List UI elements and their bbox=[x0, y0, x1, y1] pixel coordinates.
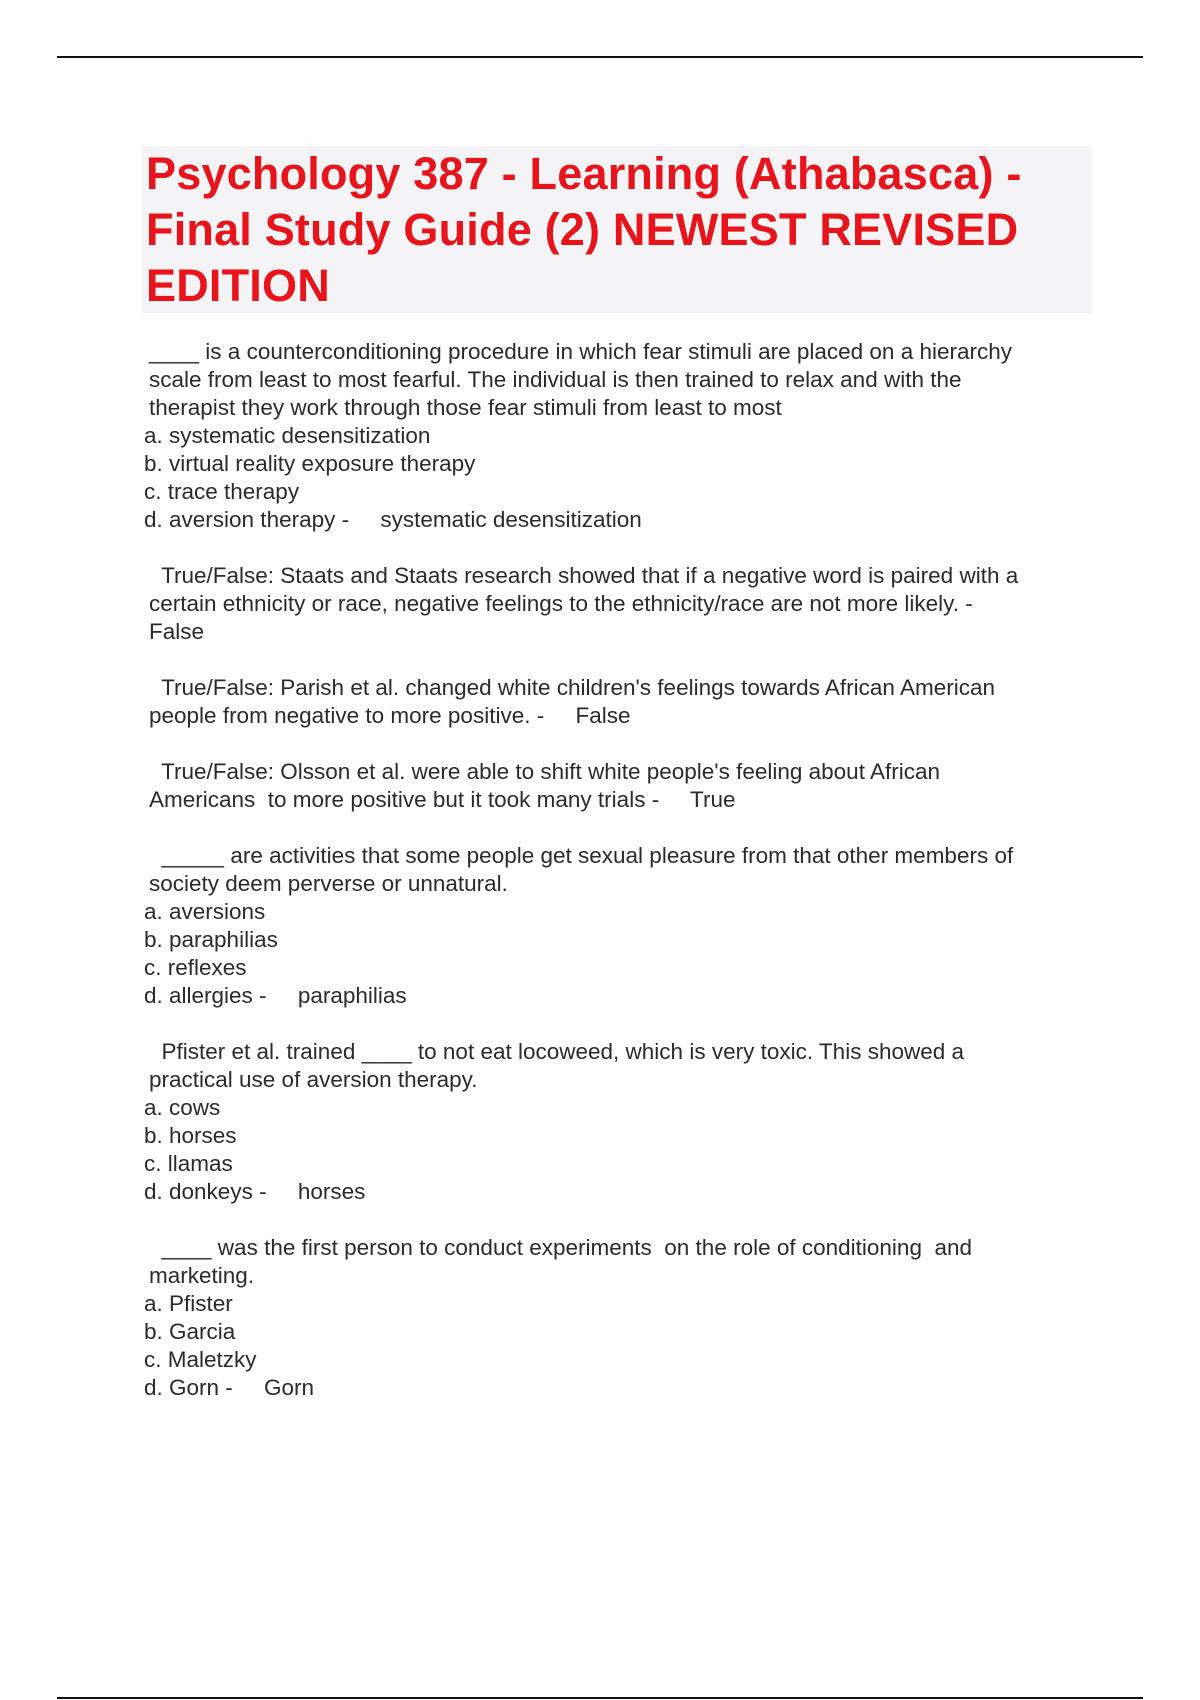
answer-option: c. llamas bbox=[144, 1151, 233, 1176]
correct-answer: paraphilias bbox=[297, 983, 407, 1008]
question-stem-with-answer bbox=[144, 786, 1084, 814]
answer-option: d. Gorn - bbox=[144, 1375, 233, 1400]
answer-option: a. Pfister bbox=[144, 1291, 233, 1316]
answer-option-with-answer bbox=[144, 1178, 1084, 1206]
question-block bbox=[144, 1234, 1084, 1402]
answer-option: d. aversion therapy - bbox=[144, 507, 350, 532]
question-stem-line: scale from least to most fearful. The individual is then trained to relax and with the bbox=[149, 367, 962, 392]
answer-option-with-answer bbox=[144, 506, 1084, 534]
document-title: Psychology 387 - Learning (Athabasca) - Final Study Guide (2) NEWEST REVISED EDITION bbox=[146, 148, 1022, 311]
question-stem-line: False bbox=[149, 619, 205, 644]
answer-option-with-answer bbox=[144, 1374, 1084, 1402]
answer-option: b. horses bbox=[144, 1123, 237, 1148]
question-stem-line: True/False: Parish et al. changed white children's feelings towards African American bbox=[149, 675, 995, 700]
question-stem-line: _____ are activities that some people get sexual pleasure from that other members of bbox=[149, 843, 1014, 868]
answer-option: b. Garcia bbox=[144, 1319, 236, 1344]
question-stem-line: society deem perverse or unnatural. bbox=[149, 871, 508, 896]
answer-option-with-answer bbox=[144, 982, 1084, 1010]
question-block bbox=[144, 1038, 1084, 1206]
question-stem-line: Americans to more positive but it took many trials - bbox=[149, 787, 660, 812]
correct-answer: False bbox=[575, 703, 631, 728]
correct-answer: horses bbox=[297, 1179, 366, 1204]
correct-answer: True bbox=[690, 787, 736, 812]
answer-option: a. systematic desensitization bbox=[144, 423, 431, 448]
answer-option: c. trace therapy bbox=[144, 479, 300, 504]
question-stem-line: marketing. bbox=[149, 1263, 255, 1288]
answer-option: c. reflexes bbox=[144, 955, 247, 980]
question-stem-line: therapist they work through those fear stimuli from least to most bbox=[149, 395, 782, 420]
bottom-rule bbox=[57, 1697, 1143, 1699]
answer-option: d. allergies - bbox=[144, 983, 267, 1008]
top-rule bbox=[57, 56, 1143, 58]
question-block bbox=[144, 338, 1084, 534]
question-block bbox=[144, 842, 1084, 1010]
answer-option: d. donkeys - bbox=[144, 1179, 267, 1204]
study-guide-content bbox=[144, 338, 1084, 1430]
question-stem-line: ____ is a counterconditioning procedure in which fear stimuli are placed on a hierarchy bbox=[149, 339, 1012, 364]
answer-option: b. virtual reality exposure therapy bbox=[144, 451, 476, 476]
question-block bbox=[144, 758, 1084, 814]
question-block bbox=[144, 562, 1084, 646]
question-block bbox=[144, 674, 1084, 730]
question-stem-line: practical use of aversion therapy. bbox=[149, 1067, 478, 1092]
question-stem-line: True/False: Staats and Staats research showed that if a negative word is paired with a bbox=[149, 563, 1019, 588]
correct-answer: Gorn bbox=[264, 1375, 315, 1400]
question-stem-line: Pfister et al. trained ____ to not eat locoweed, which is very toxic. This showed a bbox=[149, 1039, 965, 1064]
answer-option: a. cows bbox=[144, 1095, 221, 1120]
answer-option: a. aversions bbox=[144, 899, 266, 924]
answer-option: c. Maletzky bbox=[144, 1347, 257, 1372]
correct-answer: systematic desensitization bbox=[380, 507, 642, 532]
question-stem-line: people from negative to more positive. - bbox=[149, 703, 545, 728]
question-stem-line: certain ethnicity or race, negative feelings to the ethnicity/race are not more likely. - bbox=[149, 591, 973, 616]
question-stem-line: True/False: Olsson et al. were able to shift white people's feeling about African bbox=[149, 759, 940, 784]
question-stem-line: ____ was the first person to conduct experiments on the role of conditioning and bbox=[149, 1235, 972, 1260]
question-stem-with-answer bbox=[144, 702, 1084, 730]
answer-option: b. paraphilias bbox=[144, 927, 278, 952]
